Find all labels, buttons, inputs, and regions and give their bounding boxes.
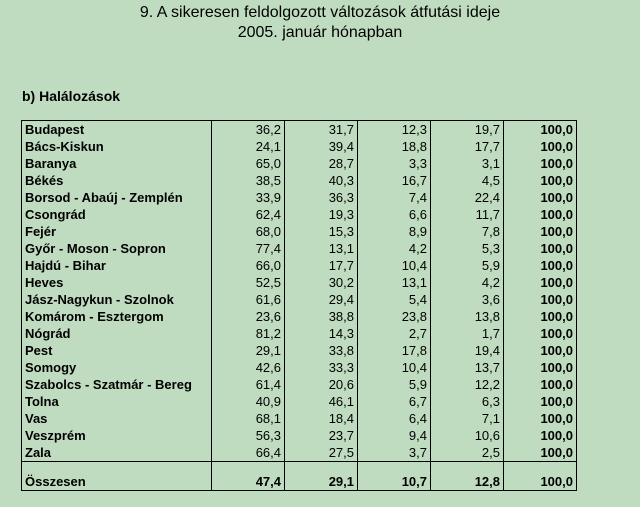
value-cell: 6,4 — [358, 410, 431, 427]
total-cell: 100,0 — [504, 223, 577, 240]
value-cell: 2,5 — [431, 444, 504, 462]
county-name: Tolna — [22, 393, 212, 410]
value-cell: 18,4 — [285, 410, 358, 427]
total-cell: 100,0 — [504, 473, 577, 491]
total-cell: 100,0 — [504, 206, 577, 223]
spacer-cell — [212, 462, 285, 474]
county-name: Békés — [22, 172, 212, 189]
spacer-row — [22, 462, 577, 474]
table-row — [22, 444, 577, 462]
value-cell: 7,8 — [431, 223, 504, 240]
table-row — [22, 138, 577, 155]
value-cell: 5,4 — [358, 291, 431, 308]
county-name: Hajdú - Bihar — [22, 257, 212, 274]
table-row — [22, 291, 577, 308]
table-row — [22, 325, 577, 342]
value-cell: 23,6 — [212, 308, 285, 325]
value-cell: 13,8 — [431, 308, 504, 325]
county-name: Győr - Moson - Sopron — [22, 240, 212, 257]
total-cell: 100,0 — [504, 257, 577, 274]
value-cell: 1,7 — [431, 325, 504, 342]
value-cell: 40,3 — [285, 172, 358, 189]
county-name: Veszprém — [22, 427, 212, 444]
value-cell: 5,3 — [431, 240, 504, 257]
table-row — [22, 427, 577, 444]
value-cell: 42,6 — [212, 359, 285, 376]
value-cell: 7,4 — [358, 189, 431, 206]
total-cell: 100,0 — [504, 189, 577, 206]
table-row — [22, 342, 577, 359]
county-name: Fejér — [22, 223, 212, 240]
table-row — [22, 155, 577, 172]
value-cell: 4,5 — [431, 172, 504, 189]
county-name: Somogy — [22, 359, 212, 376]
value-cell: 5,9 — [431, 257, 504, 274]
table-row — [22, 393, 577, 410]
value-cell: 19,4 — [431, 342, 504, 359]
total-cell: 100,0 — [504, 291, 577, 308]
value-cell: 36,2 — [212, 121, 285, 139]
value-cell: 23,8 — [358, 308, 431, 325]
county-name: Heves — [22, 274, 212, 291]
total-cell: 100,0 — [504, 155, 577, 172]
value-cell: 9,4 — [358, 427, 431, 444]
county-name: Komárom - Esztergom — [22, 308, 212, 325]
total-cell: 100,0 — [504, 325, 577, 342]
value-cell: 13,1 — [358, 274, 431, 291]
value-cell: 24,1 — [212, 138, 285, 155]
value-cell: 15,3 — [285, 223, 358, 240]
total-row — [22, 473, 577, 491]
value-cell: 61,4 — [212, 376, 285, 393]
table-row — [22, 359, 577, 376]
spacer-cell — [358, 462, 431, 474]
table-row — [22, 308, 577, 325]
county-name: Zala — [22, 444, 212, 462]
value-cell: 6,6 — [358, 206, 431, 223]
county-name: Bács-Kiskun — [22, 138, 212, 155]
value-cell: 68,1 — [212, 410, 285, 427]
value-cell: 10,4 — [358, 359, 431, 376]
value-cell: 3,1 — [431, 155, 504, 172]
value-cell: 29,4 — [285, 291, 358, 308]
value-cell: 13,7 — [431, 359, 504, 376]
value-cell: 7,1 — [431, 410, 504, 427]
county-name: Borsod - Abaúj - Zemplén — [22, 189, 212, 206]
value-cell: 5,9 — [358, 376, 431, 393]
table-row — [22, 257, 577, 274]
table-row — [22, 121, 577, 139]
county-name: Összesen — [22, 473, 212, 491]
value-cell: 33,3 — [285, 359, 358, 376]
value-cell: 11,7 — [431, 206, 504, 223]
spacer-cell — [22, 462, 212, 474]
value-cell: 19,3 — [285, 206, 358, 223]
value-cell: 12,2 — [431, 376, 504, 393]
value-cell: 12,8 — [431, 473, 504, 491]
value-cell: 30,2 — [285, 274, 358, 291]
report-period: 2005. január hónapban — [237, 24, 403, 41]
value-cell: 10,6 — [431, 427, 504, 444]
value-cell: 20,6 — [285, 376, 358, 393]
value-cell: 38,5 — [212, 172, 285, 189]
spacer-cell — [431, 462, 504, 474]
total-cell: 100,0 — [504, 138, 577, 155]
total-cell: 100,0 — [504, 274, 577, 291]
table-row — [22, 206, 577, 223]
value-cell: 19,7 — [431, 121, 504, 139]
total-cell: 100,0 — [504, 121, 577, 139]
value-cell: 13,1 — [285, 240, 358, 257]
total-cell: 100,0 — [504, 376, 577, 393]
value-cell: 3,7 — [358, 444, 431, 462]
value-cell: 33,9 — [212, 189, 285, 206]
spacer-cell — [504, 462, 577, 474]
value-cell: 4,2 — [431, 274, 504, 291]
value-cell: 3,6 — [431, 291, 504, 308]
value-cell: 52,5 — [212, 274, 285, 291]
value-cell: 81,2 — [212, 325, 285, 342]
section-title: b) Halálozások — [22, 88, 121, 104]
value-cell: 2,7 — [358, 325, 431, 342]
table-body — [22, 121, 577, 491]
value-cell: 31,7 — [285, 121, 358, 139]
value-cell: 10,7 — [358, 473, 431, 491]
value-cell: 33,8 — [285, 342, 358, 359]
value-cell: 38,8 — [285, 308, 358, 325]
value-cell: 47,4 — [212, 473, 285, 491]
total-cell: 100,0 — [504, 172, 577, 189]
value-cell: 66,0 — [212, 257, 285, 274]
total-cell: 100,0 — [504, 359, 577, 376]
value-cell: 17,8 — [358, 342, 431, 359]
value-cell: 62,4 — [212, 206, 285, 223]
value-cell: 17,7 — [285, 257, 358, 274]
value-cell: 65,0 — [212, 155, 285, 172]
value-cell: 6,3 — [431, 393, 504, 410]
total-cell: 100,0 — [504, 342, 577, 359]
report-title: 9. A sikeresen feldolgozott változások átfutási ideje — [139, 4, 501, 21]
table-row — [22, 410, 577, 427]
value-cell: 66,4 — [212, 444, 285, 462]
county-name: Csongrád — [22, 206, 212, 223]
county-name: Baranya — [22, 155, 212, 172]
table-row — [22, 172, 577, 189]
county-name: Jász-Nagykun - Szolnok — [22, 291, 212, 308]
value-cell: 3,3 — [358, 155, 431, 172]
value-cell: 61,6 — [212, 291, 285, 308]
value-cell: 14,3 — [285, 325, 358, 342]
value-cell: 56,3 — [212, 427, 285, 444]
county-name: Vas — [22, 410, 212, 427]
spacer-cell — [285, 462, 358, 474]
county-name: Nógrád — [22, 325, 212, 342]
value-cell: 27,5 — [285, 444, 358, 462]
value-cell: 77,4 — [212, 240, 285, 257]
total-cell: 100,0 — [504, 410, 577, 427]
value-cell: 28,7 — [285, 155, 358, 172]
value-cell: 10,4 — [358, 257, 431, 274]
value-cell: 40,9 — [212, 393, 285, 410]
value-cell: 23,7 — [285, 427, 358, 444]
value-cell: 46,1 — [285, 393, 358, 410]
data-table — [21, 120, 577, 491]
value-cell: 17,7 — [431, 138, 504, 155]
county-name: Budapest — [22, 121, 212, 139]
value-cell: 39,4 — [285, 138, 358, 155]
total-cell: 100,0 — [504, 240, 577, 257]
value-cell: 29,1 — [212, 342, 285, 359]
value-cell: 8,9 — [358, 223, 431, 240]
total-cell: 100,0 — [504, 444, 577, 462]
value-cell: 36,3 — [285, 189, 358, 206]
total-cell: 100,0 — [504, 308, 577, 325]
value-cell: 12,3 — [358, 121, 431, 139]
table-row — [22, 376, 577, 393]
value-cell: 22,4 — [431, 189, 504, 206]
total-cell: 100,0 — [504, 427, 577, 444]
value-cell: 16,7 — [358, 172, 431, 189]
county-name: Szabolcs - Szatmár - Bereg — [22, 376, 212, 393]
table-row — [22, 240, 577, 257]
value-cell: 29,1 — [285, 473, 358, 491]
value-cell: 18,8 — [358, 138, 431, 155]
table-row — [22, 223, 577, 240]
value-cell: 68,0 — [212, 223, 285, 240]
table-row — [22, 274, 577, 291]
county-name: Pest — [22, 342, 212, 359]
value-cell: 4,2 — [358, 240, 431, 257]
value-cell: 6,7 — [358, 393, 431, 410]
table-row — [22, 189, 577, 206]
total-cell: 100,0 — [504, 393, 577, 410]
